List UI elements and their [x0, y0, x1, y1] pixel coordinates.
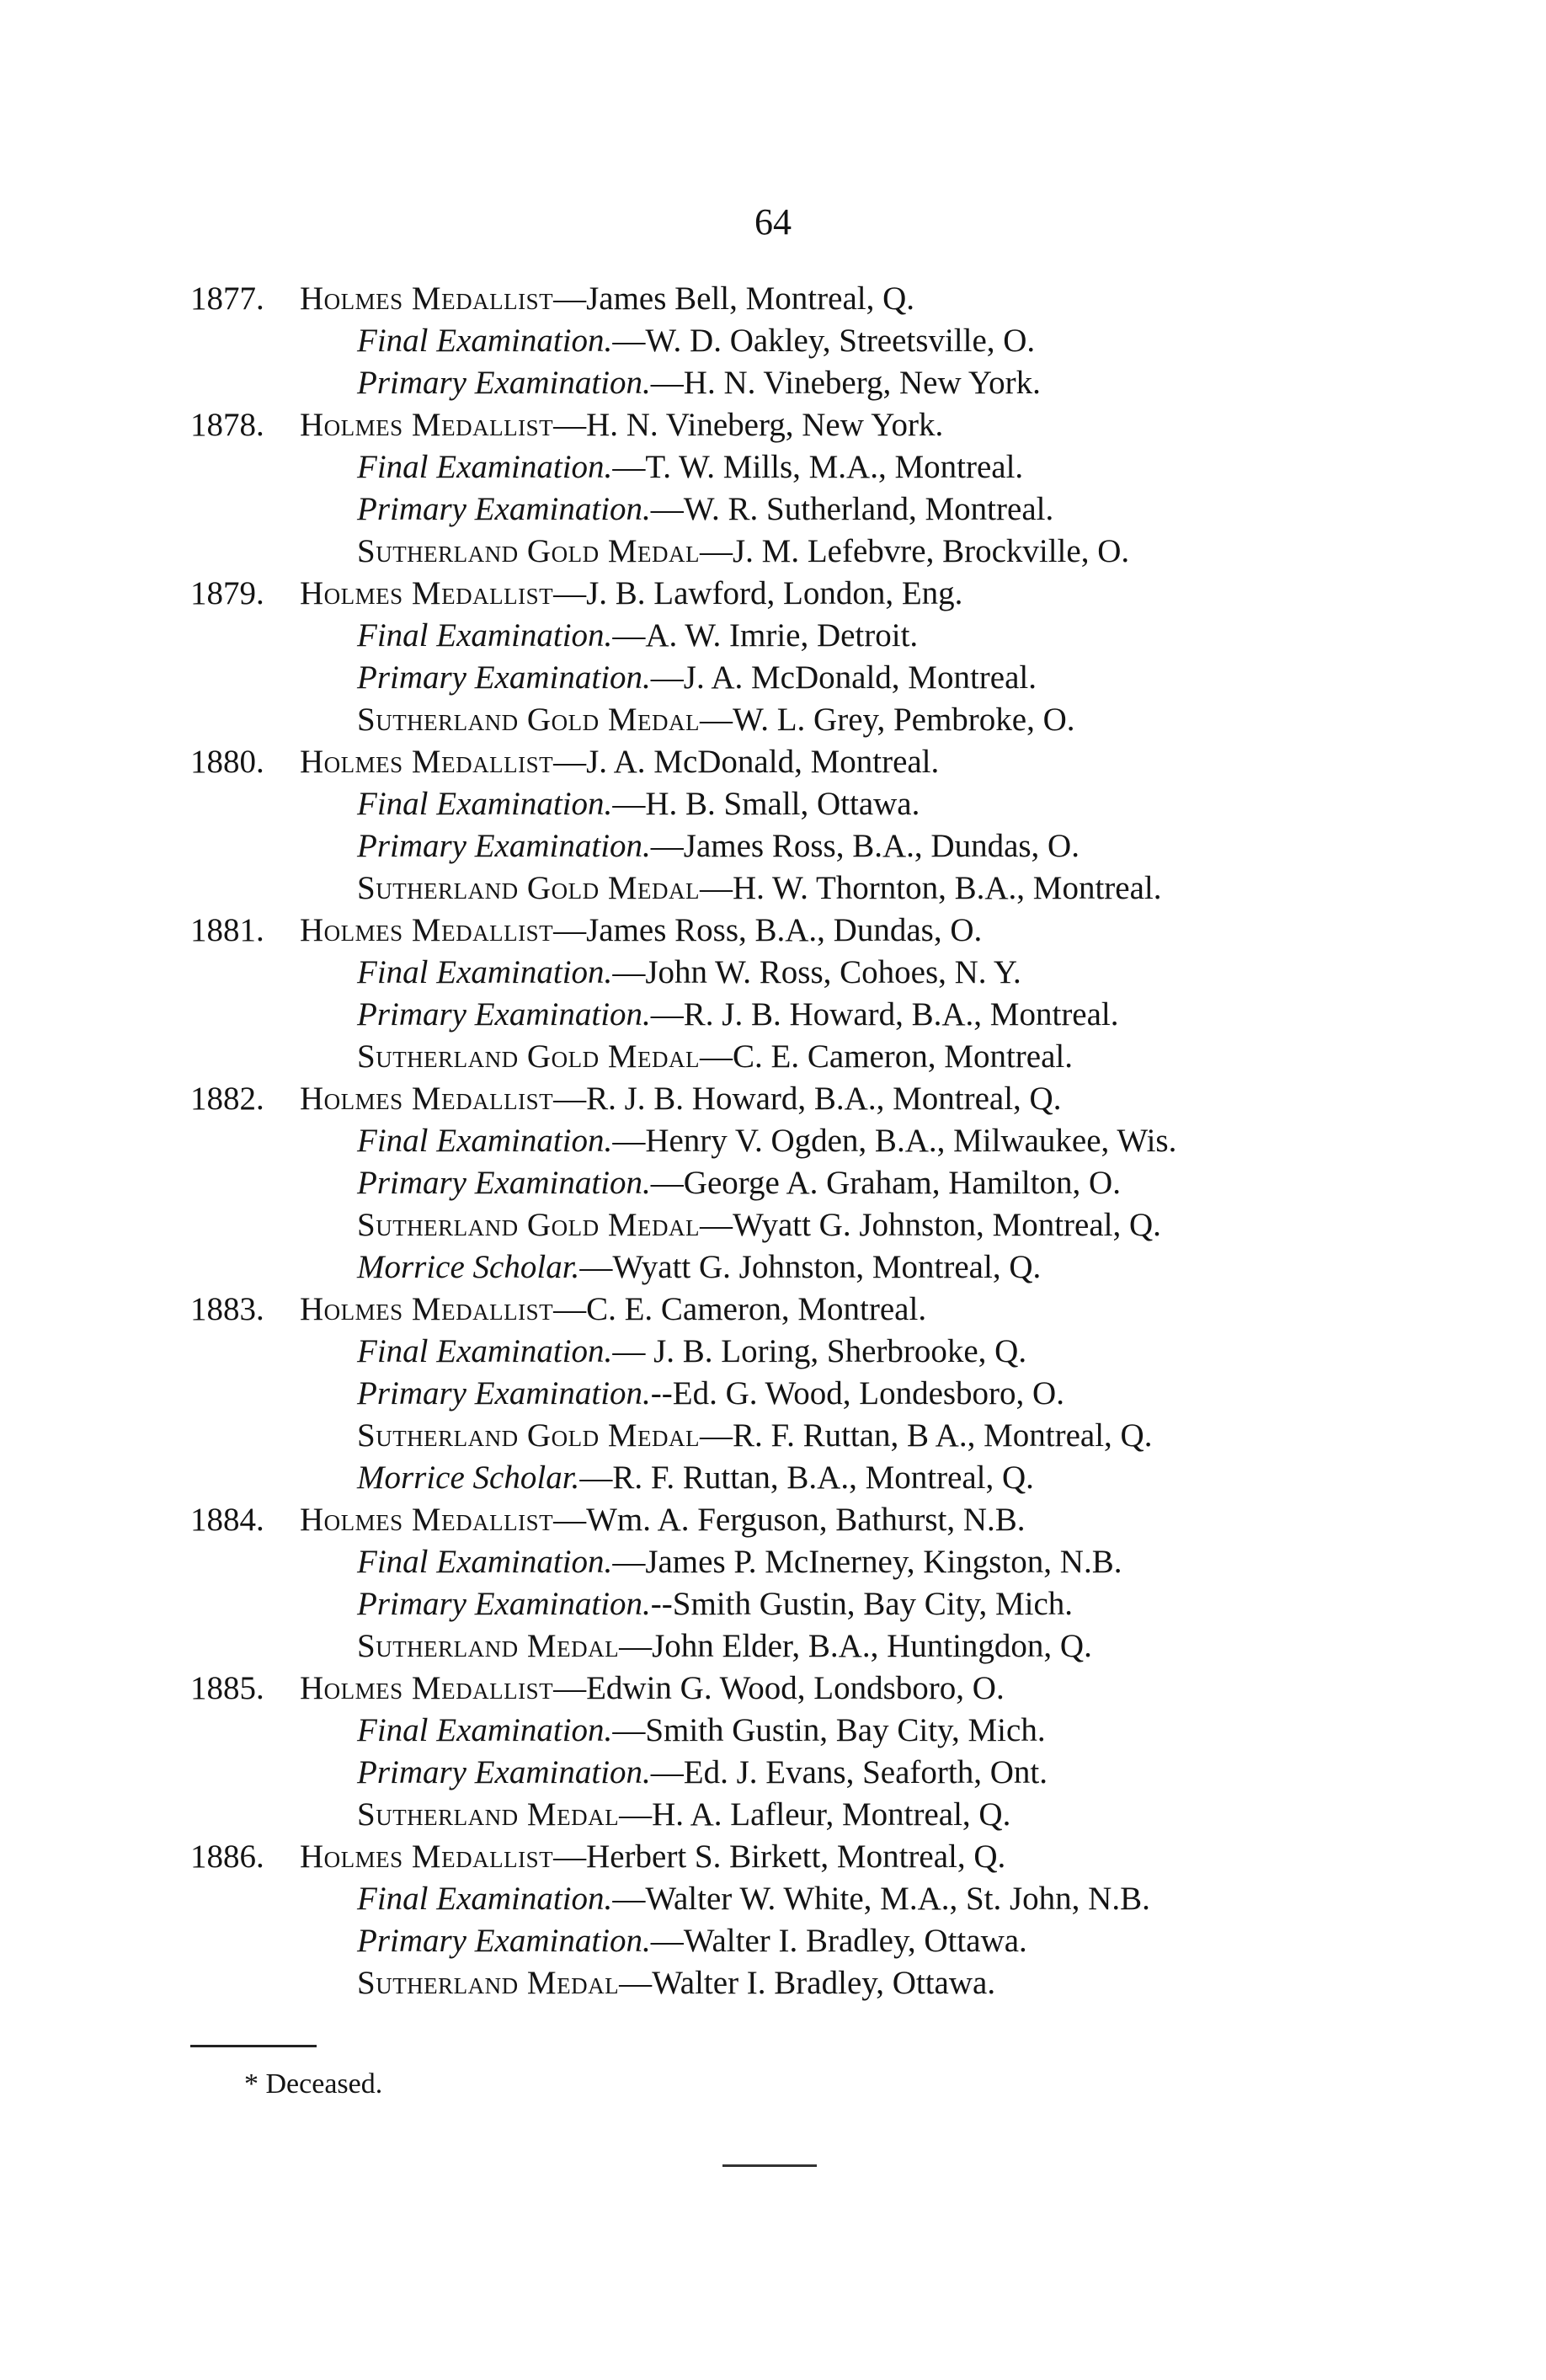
award-line [190, 783, 1420, 825]
award-title: Primary Examination. [357, 1375, 651, 1411]
award-title: Holmes Medallist [300, 744, 554, 780]
award-line [190, 994, 1420, 1036]
year-block [190, 573, 1420, 741]
award-title: Sutherland Gold Medal [357, 1417, 700, 1454]
award-line [190, 1752, 1420, 1794]
recipient: —T. W. Mills, M.A., Montreal. [612, 449, 1024, 485]
award-line [190, 741, 1420, 783]
award-title: Holmes Medallist [300, 1838, 554, 1875]
award-title: Holmes Medallist [300, 280, 554, 317]
award-line [190, 657, 1420, 699]
award-title: Morrice Scholar. [357, 1459, 580, 1496]
recipient: —R. F. Ruttan, B A., Montreal, Q. [699, 1417, 1153, 1454]
award-line [190, 1036, 1420, 1078]
year-block [190, 1836, 1420, 2004]
year-label: 1885. [190, 1670, 264, 1706]
award-line [190, 404, 1420, 446]
recipient: —W. L. Grey, Pembroke, O. [699, 702, 1075, 738]
award-title: Final Examination. [357, 786, 613, 822]
award-title: Final Examination. [357, 449, 613, 485]
recipient: —R. J. B. Howard, B.A., Montreal, Q. [553, 1081, 1062, 1117]
award-title: Sutherland Gold Medal [357, 870, 700, 906]
year-block [190, 1289, 1420, 1499]
recipient: —C. E. Cameron, Montreal. [699, 1038, 1073, 1075]
year-block [190, 1078, 1420, 1289]
recipient: —Herbert S. Birkett, Montreal, Q. [553, 1838, 1006, 1875]
award-title: Primary Examination. [357, 1923, 651, 1959]
award-title: Final Examination. [357, 954, 613, 990]
year-block [190, 741, 1420, 910]
year-block [190, 1499, 1420, 1668]
recipient: —C. E. Cameron, Montreal. [553, 1291, 927, 1327]
award-title: Holmes Medallist [300, 1291, 554, 1327]
award-line [190, 278, 1420, 320]
award-title: Primary Examination. [357, 1754, 651, 1790]
award-title: Primary Examination. [357, 659, 651, 696]
recipient: —A. W. Imrie, Detroit. [612, 617, 919, 654]
award-line [190, 1668, 1420, 1710]
award-line [190, 1836, 1420, 1878]
recipient: —H. N. Vineberg, New York. [650, 365, 1041, 401]
recipient: —J. A. McDonald, Montreal. [650, 659, 1037, 696]
year-label: 1877. [190, 280, 264, 317]
award-title: Holmes Medallist [300, 912, 554, 948]
recipient: —Walter I. Bradley, Ottawa. [650, 1923, 1027, 1959]
award-line [190, 825, 1420, 867]
award-line [190, 1583, 1420, 1625]
recipient: —James Bell, Montreal, Q. [553, 280, 915, 317]
year-label: 1884. [190, 1502, 264, 1538]
award-line [190, 573, 1420, 615]
award-line [190, 488, 1420, 531]
award-line [190, 1289, 1420, 1331]
recipient: —Walter W. White, M.A., St. John, N.B. [612, 1881, 1150, 1917]
recipient: —Wyatt G. Johnston, Montreal, Q. [579, 1249, 1042, 1285]
award-line [190, 1078, 1420, 1120]
award-title: Holmes Medallist [300, 575, 554, 611]
footnote-rule [190, 2045, 317, 2047]
award-title: Final Examination. [357, 1333, 613, 1369]
recipient: —John W. Ross, Cohoes, N. Y. [612, 954, 1021, 990]
year-label: 1879. [190, 575, 264, 611]
year-label: 1882. [190, 1081, 264, 1117]
award-title: Final Examination. [357, 1544, 613, 1580]
recipient: —James P. McInerney, Kingston, N.B. [612, 1544, 1122, 1580]
recipient: —W. R. Sutherland, Montreal. [650, 491, 1054, 527]
year-label: 1886. [190, 1838, 264, 1875]
recipient: —Henry V. Ogden, B.A., Milwaukee, Wis. [612, 1123, 1177, 1159]
award-title: Sutherland Medal [357, 1796, 620, 1833]
award-title: Final Examination. [357, 1881, 613, 1917]
award-line [190, 1499, 1420, 1541]
award-line [190, 1962, 1420, 2004]
award-title: Holmes Medallist [300, 1502, 554, 1538]
recipient: —Wm. A. Ferguson, Bathurst, N.B. [553, 1502, 1026, 1538]
award-line [190, 1920, 1420, 1962]
year-block [190, 910, 1420, 1078]
award-title: Sutherland Medal [357, 1965, 620, 2001]
year-label: 1878. [190, 407, 264, 443]
recipient: —J. B. Lawford, London, Eng. [553, 575, 963, 611]
prize-list [190, 278, 1420, 2004]
award-line [190, 1415, 1420, 1457]
award-title: Holmes Medallist [300, 1670, 554, 1706]
year-block [190, 1668, 1420, 1836]
recipient: —R. F. Ruttan, B.A., Montreal, Q. [579, 1459, 1034, 1496]
recipient: —H. N. Vineberg, New York. [553, 407, 944, 443]
award-line [190, 1457, 1420, 1499]
year-block [190, 404, 1420, 573]
footnote: * Deceased. [244, 2068, 383, 2100]
end-rule [722, 2164, 817, 2167]
award-line [190, 1120, 1420, 1162]
award-title: Sutherland Gold Medal [357, 533, 700, 569]
award-line [190, 1204, 1420, 1246]
award-title: Final Examination. [357, 323, 613, 359]
award-line [190, 910, 1420, 952]
award-title: Sutherland Gold Medal [357, 702, 700, 738]
year-label: 1880. [190, 744, 264, 780]
award-title: Holmes Medallist [300, 407, 554, 443]
award-title: Primary Examination. [357, 365, 651, 401]
award-line [190, 362, 1420, 404]
recipient: —James Ross, B.A., Dundas, O. [553, 912, 983, 948]
page-number: 64 [754, 201, 792, 243]
award-title: Primary Examination. [357, 491, 651, 527]
award-line [190, 1246, 1420, 1289]
recipient: —Walter I. Bradley, Ottawa. [619, 1965, 996, 2001]
award-line [190, 1794, 1420, 1836]
year-block [190, 278, 1420, 404]
award-line [190, 867, 1420, 910]
recipient: —George A. Graham, Hamilton, O. [650, 1165, 1121, 1201]
award-title: Final Examination. [357, 1123, 613, 1159]
award-line [190, 531, 1420, 573]
award-title: Sutherland Gold Medal [357, 1207, 700, 1243]
award-line [190, 1373, 1420, 1415]
award-title: Final Examination. [357, 1712, 613, 1748]
award-line [190, 1625, 1420, 1668]
recipient: —J. A. McDonald, Montreal. [553, 744, 940, 780]
award-title: Primary Examination. [357, 996, 651, 1033]
award-line [190, 1162, 1420, 1204]
award-title: Holmes Medallist [300, 1081, 554, 1117]
award-title: Final Examination. [357, 617, 613, 654]
recipient: —John Elder, B.A., Huntingdon, Q. [619, 1628, 1092, 1664]
award-line [190, 320, 1420, 362]
recipient: —Smith Gustin, Bay City, Mich. [612, 1712, 1046, 1748]
recipient: —Edwin G. Wood, Londsboro, O. [553, 1670, 1005, 1706]
award-line [190, 699, 1420, 741]
recipient: —J. M. Lefebvre, Brockville, O. [699, 533, 1130, 569]
award-line [190, 952, 1420, 994]
award-title: Sutherland Medal [357, 1628, 620, 1664]
recipient: —H. B. Small, Ottawa. [612, 786, 920, 822]
recipient: —Ed. J. Evans, Seaforth, Ont. [650, 1754, 1048, 1790]
award-title: Sutherland Gold Medal [357, 1038, 700, 1075]
recipient: —W. D. Oakley, Streetsville, O. [612, 323, 1036, 359]
recipient: --Smith Gustin, Bay City, Mich. [650, 1586, 1074, 1622]
recipient: —H. W. Thornton, B.A., Montreal. [699, 870, 1162, 906]
year-label: 1881. [190, 912, 264, 948]
award-line [190, 1331, 1420, 1373]
award-line [190, 615, 1420, 657]
award-line [190, 1541, 1420, 1583]
award-title: Primary Examination. [357, 1165, 651, 1201]
recipient: —James Ross, B.A., Dundas, O. [650, 828, 1080, 864]
award-title: Morrice Scholar. [357, 1249, 580, 1285]
award-title: Primary Examination. [357, 1586, 651, 1622]
recipient: --Ed. G. Wood, Londesboro, O. [650, 1375, 1064, 1411]
award-line [190, 446, 1420, 488]
award-line [190, 1878, 1420, 1920]
recipient: — J. B. Loring, Sherbrooke, Q. [612, 1333, 1027, 1369]
recipient: —Wyatt G. Johnston, Montreal, Q. [699, 1207, 1161, 1243]
recipient: —H. A. Lafleur, Montreal, Q. [619, 1796, 1011, 1833]
award-title: Primary Examination. [357, 828, 651, 864]
recipient: —R. J. B. Howard, B.A., Montreal. [650, 996, 1119, 1033]
award-line [190, 1710, 1420, 1752]
year-label: 1883. [190, 1291, 264, 1327]
